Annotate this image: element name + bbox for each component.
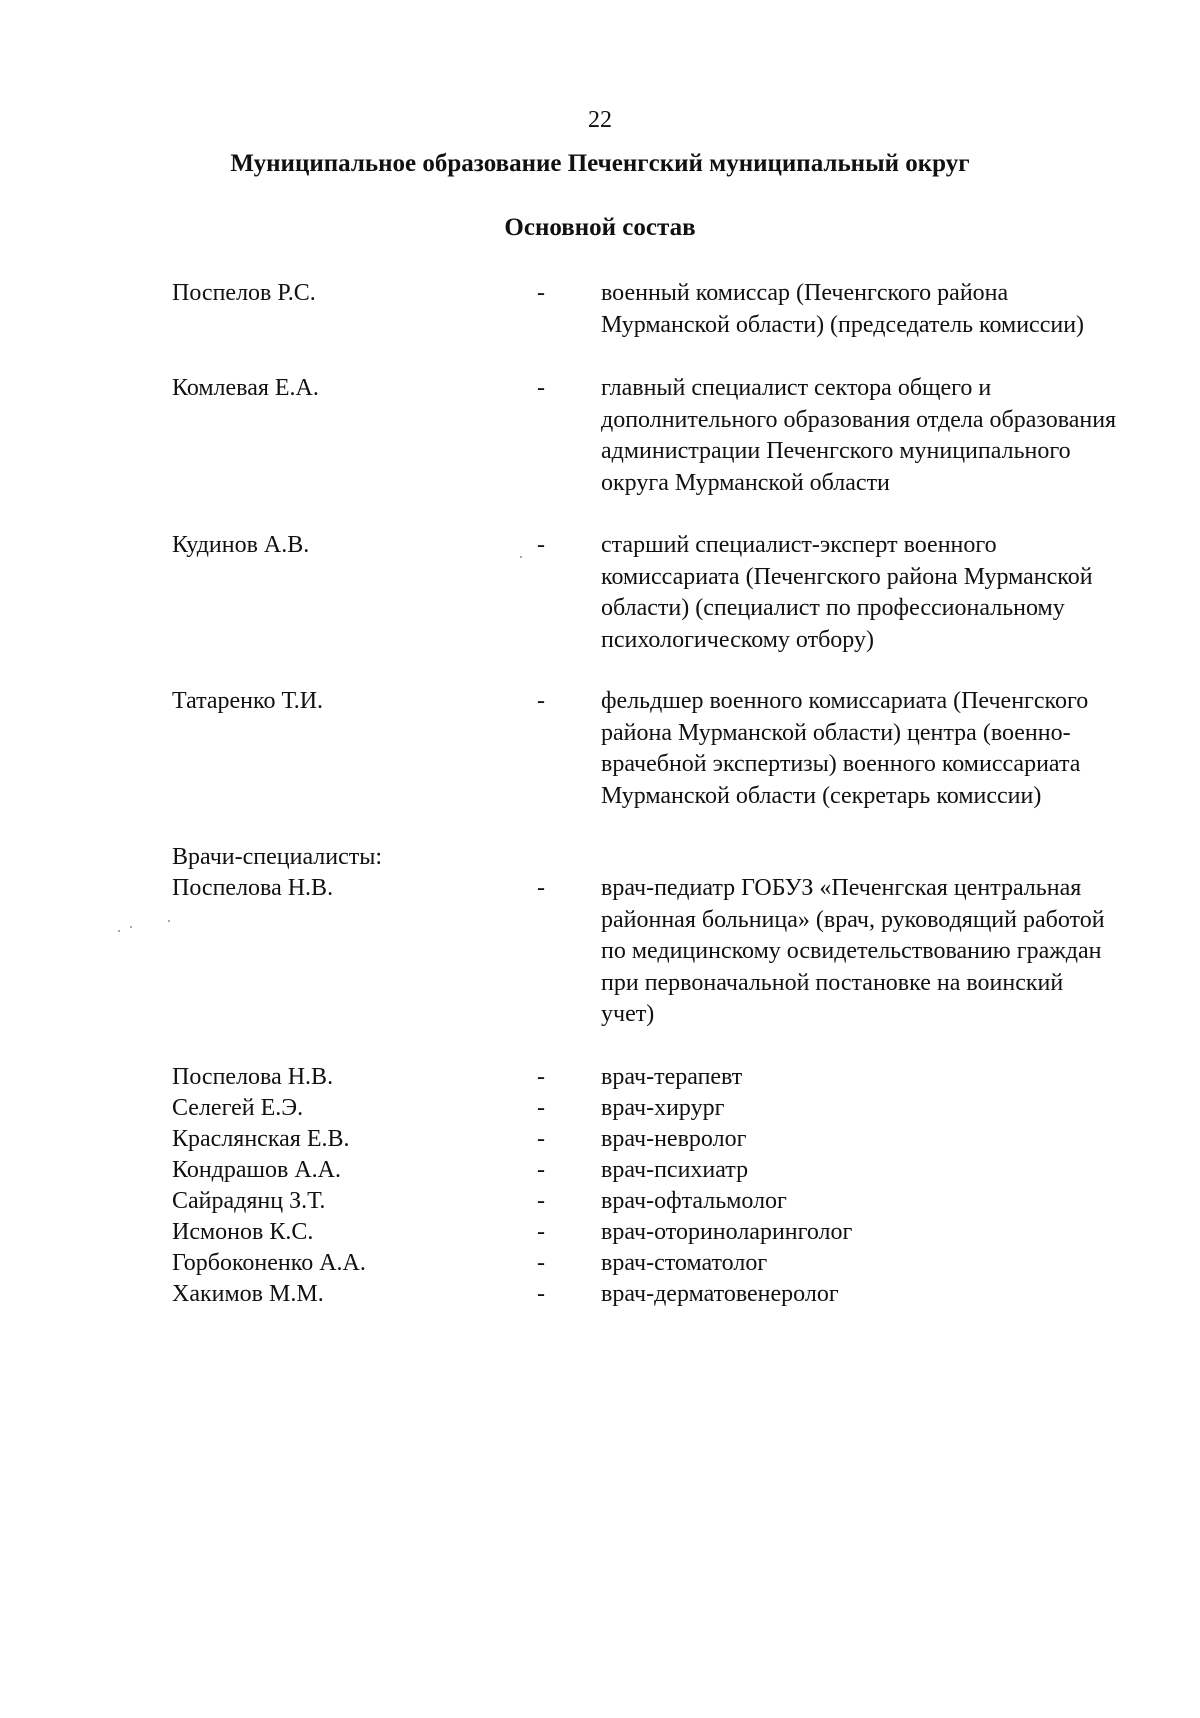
section-title: Основной состав	[504, 214, 696, 241]
scan-speck	[168, 920, 170, 922]
doctor-name: Исмонов К.С.	[172, 1219, 314, 1245]
member-role: военный комиссар (Печенгского района Мурманской области) (председатель комиссии)	[601, 280, 1085, 338]
dash-separator: -	[537, 375, 545, 401]
page-number: 22	[588, 107, 612, 133]
member-name: Комлевая Е.А.	[172, 375, 319, 401]
doctor-name: Поспелова Н.В.	[172, 1064, 334, 1090]
doctor-name: Сайрадянц З.Т.	[172, 1188, 326, 1214]
member-name: Кудинов А.В.	[172, 532, 310, 558]
dash-separator: -	[537, 1281, 545, 1307]
doctor-name: Горбоконенко А.А.	[172, 1250, 366, 1276]
dash-separator: -	[537, 1250, 545, 1276]
doctor-name: Селегей Е.Э.	[172, 1095, 304, 1121]
dash-separator: -	[537, 1188, 545, 1214]
doctor-role: врач-офтальмолог	[601, 1188, 787, 1214]
dash-separator: -	[537, 688, 545, 714]
dash-separator: -	[537, 875, 545, 901]
member-name: Поспелов Р.С.	[172, 280, 316, 306]
doctor-role: врач-невролог	[601, 1126, 747, 1152]
member-name: Татаренко Т.И.	[172, 688, 324, 714]
doctor-role: врач-терапевт	[601, 1064, 743, 1090]
doctor-name: Хакимов М.М.	[172, 1281, 324, 1307]
dash-separator: -	[537, 1064, 545, 1090]
dash-separator: -	[537, 532, 545, 558]
document-title: Муниципальное образование Печенгский муниципальный округ	[230, 150, 970, 177]
member-role: старший специалист-эксперт военного комиссариата (Печенгского района Мурманской области) (специалист по профессиональному психологическому отбору)	[601, 532, 1093, 653]
doctor-role: врач-оториноларинголог	[601, 1219, 853, 1245]
doctor-name: Поспелова Н.В.	[172, 875, 334, 901]
dash-separator: -	[537, 1126, 545, 1152]
doctor-name: Кондрашов А.А.	[172, 1157, 341, 1183]
dash-separator: -	[537, 280, 545, 306]
doctor-role: врач-дерматовенеролог	[601, 1281, 839, 1307]
member-role: главный специалист сектора общего и дополнительного образования отдела образования администрации Печенгского муниципального округа Мурманской области	[601, 375, 1117, 496]
doctor-role: врач-педиатр ГОБУЗ «Печенгская центральная районная больница» (врач, руководящий работой по медицинскому освидетельствованию граждан при первоначальной постановке на воинский учет)	[601, 875, 1105, 1027]
dash-separator: -	[537, 1095, 545, 1121]
member-role: фельдшер военного комиссариата (Печенгского района Мурманской области) центра (военно-врачебной экспертизы) военного комиссариата Мурманской области (секретарь комиссии)	[601, 688, 1089, 809]
dash-separator: -	[537, 1219, 545, 1245]
dash-separator: -	[537, 1157, 545, 1183]
scan-speck	[118, 930, 120, 932]
scan-speck	[520, 556, 522, 558]
doctor-role: врач-хирург	[601, 1095, 725, 1121]
doctor-name: Краслянская Е.В.	[172, 1126, 350, 1152]
doctors-heading: Врачи-специалисты:	[172, 844, 383, 870]
scan-speck	[130, 926, 132, 928]
doctor-role: врач-психиатр	[601, 1157, 749, 1183]
doctor-role: врач-стоматолог	[601, 1250, 768, 1276]
